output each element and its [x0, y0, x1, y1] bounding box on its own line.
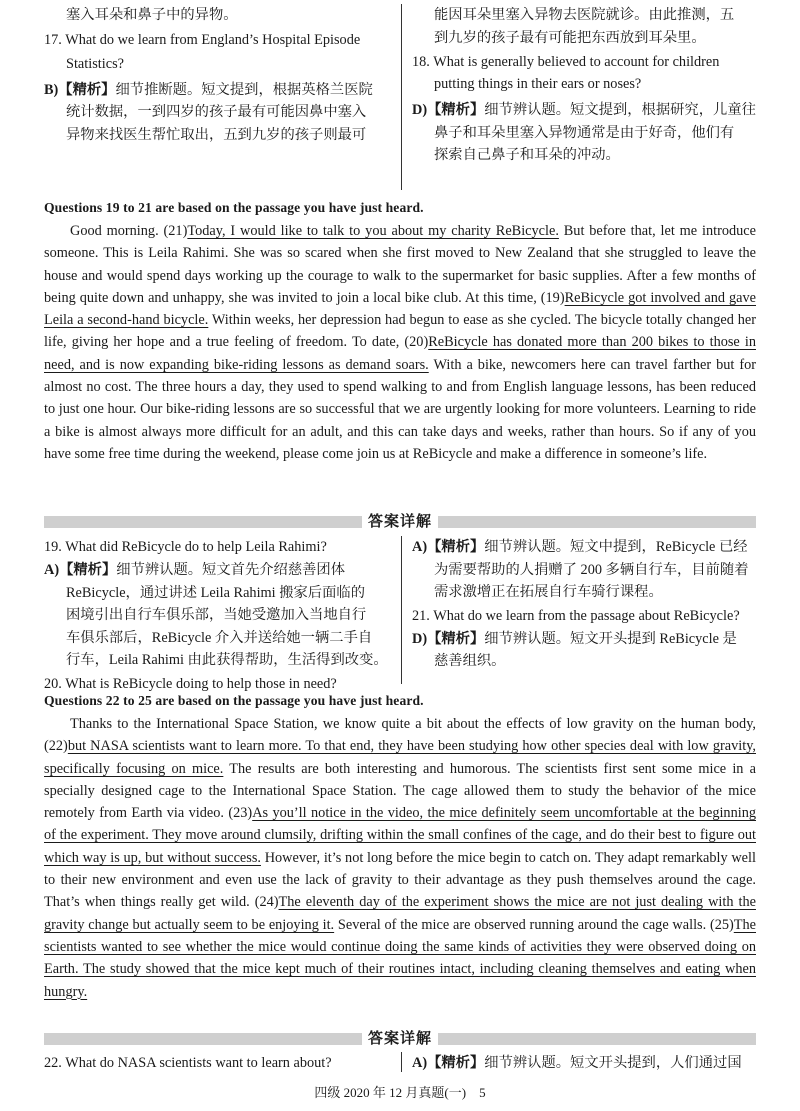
- analysis-text: 细节推断题。短文提到，根据英格兰医院: [115, 81, 373, 98]
- answer-20: [412, 536, 758, 559]
- analysis-line: 为需要帮助的人捐赠了 200 多辆自行车，目前随着: [434, 561, 749, 578]
- answer-18: [412, 99, 758, 122]
- answers2-left-column: [44, 1052, 394, 1074]
- question-19: [44, 536, 394, 558]
- underlined-answer-24: The eleventh day of the experiment shows the mice are not just dealing with the gravity change but actually seem to be enjoying it.: [44, 894, 756, 933]
- answers-left-column: [44, 536, 394, 695]
- question-number: 17.: [44, 31, 62, 48]
- banner-title-text: 答案详解: [362, 1029, 438, 1047]
- column-divider: [401, 4, 402, 190]
- answer-17: [44, 79, 394, 102]
- answer-21: [412, 628, 758, 651]
- passage-text: The results are both interesting and humorous. The scientists first sent some mice in a specially designed cage to the International Space Station. The cage allowed them to study the behavior of the mice remotely from Earth via video. (23): [44, 760, 756, 822]
- question-text: What do we learn from England’s Hospital Episode: [65, 31, 361, 48]
- section-heading: Questions 19 to 21 are based on the passage you have just heard.: [44, 200, 424, 215]
- question-number: 18.: [412, 54, 430, 71]
- question-text: What is ReBicycle doing to help those in need?: [65, 675, 337, 692]
- answers2-right-column: [412, 1052, 758, 1075]
- analysis-tag: 【精析】: [427, 102, 485, 119]
- question-21: [412, 605, 758, 627]
- underlined-answer-20: ReBicycle has donated more than 200 bikes to those in need, and is now expanding bike-riding lessons as demand soars.: [44, 334, 756, 373]
- answer-22: [412, 1052, 758, 1075]
- section-heading: Questions 22 to 25 are based on the passage you have just heard.: [44, 693, 424, 708]
- question-text: What did ReBicycle do to help Leila Rahimi?: [65, 539, 327, 555]
- analysis-line: 需求激增正在拓展自行车骑行课程。: [434, 584, 663, 601]
- answer-banner-title: [0, 1027, 800, 1048]
- analysis-tag: 【精析】: [427, 539, 485, 555]
- question-17-cont: Statistics?: [66, 55, 124, 72]
- answer-banner-title: [0, 510, 800, 531]
- question-text: What do NASA scientists want to learn about?: [65, 1055, 332, 1071]
- question-text: What is generally believed to account for children: [433, 54, 720, 71]
- question-18-cont: putting things in their ears or noses?: [434, 76, 642, 93]
- analysis-line: ReBicycle，通过讲述 Leila Rahimi 搬家后面临的: [66, 584, 365, 601]
- answers-right-column: [412, 536, 758, 673]
- analysis-line: 统计数据，一到四岁的孩子最有可能因鼻中塞入: [66, 104, 367, 121]
- passage-text: Good morning. (21): [70, 223, 188, 239]
- answer-letter: A): [412, 539, 428, 555]
- question-text: What do we learn from the passage about ReBicycle?: [433, 607, 740, 624]
- page-footer: 四级 2020 年 12 月真题(一) 5: [314, 1085, 486, 1100]
- answer-letter: D): [412, 630, 428, 647]
- passage-text: Several of the mice are observed running around the cage walls. (25): [334, 916, 734, 933]
- underlined-answer-25: The scientists wanted to see whether the mice would continue doing the same kinds of activities they were observed doing on Earth. The study showed that the mice kept much of their routines intact, including cleaning themselves and eating when hungry.: [44, 916, 756, 1000]
- top-right-column: [412, 4, 758, 167]
- banner-title-text: 答案详解: [362, 512, 438, 530]
- question-20: [44, 673, 394, 695]
- top-left-column: [44, 4, 394, 146]
- analysis-tag: 【精析】: [58, 81, 116, 98]
- analysis-tag: 【精析】: [59, 562, 117, 578]
- column-divider: [401, 1052, 402, 1072]
- analysis-line: 探索自己鼻子和耳朵的冲动。: [434, 147, 620, 164]
- underlined-answer-23: As you’ll notice in the video, the mice definitely seem uncomfortable at the beginning of the experiment. They move around clumsily, drifting within the small confines of the cage, and do their best to figure out which way is up, but without success.: [44, 805, 756, 866]
- question-17: [44, 29, 394, 51]
- answer-letter: B): [44, 81, 59, 98]
- answer-continuation: 塞入耳朵和鼻子中的异物。: [66, 7, 238, 23]
- underlined-answer-19: ReBicycle got involved and gave Leila a second-hand bicycle.: [44, 289, 756, 329]
- passage-text: However, it’s not long before the mice begin to catch on. They adapt remarkably well to their new environment and even use the lack of gravity to their advantage as they push themselves around the cage. That’s when things really get wild. (24): [44, 849, 756, 911]
- analysis-text: 细节辨认题。短文首先介绍慈善团体: [116, 562, 346, 578]
- analysis-line: 到九岁的孩子最有可能把东西放到耳朵里。: [434, 29, 706, 46]
- analysis-text: 细节辨认题。短文提到，根据研究，儿童往: [484, 102, 756, 119]
- analysis-line: 异物来找医生帮忙取出，五到九岁的孩子则最可: [66, 126, 367, 143]
- underlined-answer-22: but NASA scientists want to learn more. To that end, they have been studying how other species deal with low gravity, specifically focusing on mice.: [44, 738, 756, 777]
- answer-letter: A): [44, 562, 60, 578]
- analysis-line: 慈善组织。: [434, 653, 506, 670]
- analysis-line: 车俱乐部后，ReBicycle 介入并送给她一辆二手自: [66, 629, 373, 646]
- question-18: [412, 51, 758, 73]
- question-number: 21.: [412, 607, 430, 624]
- analysis-text: 细节辨认题。短文开头提到 ReBicycle 是: [484, 630, 737, 647]
- answer-letter: D): [412, 102, 428, 119]
- answer-19: [44, 559, 394, 582]
- question-number: 19.: [44, 539, 62, 555]
- passage-2: [44, 713, 756, 1003]
- analysis-text: 细节辨认题。短文开头提到，人们通过国: [484, 1055, 742, 1071]
- passage-text: But before that, let me introduce someone. This is Leila Rahimi. She was so scared when she first moved to New Zealand that she struggled to leave the house and would spend days working up the courage to walk to the supermarket for basic supplies. After a few months of being quite down and unhappy, she was invited to join a local bike club. At this time, (19): [44, 223, 756, 306]
- analysis-line: 鼻子和耳朵里塞入异物通常是由于好奇，他们有: [434, 124, 735, 141]
- analysis-tag: 【精析】: [427, 630, 485, 647]
- passage-text: With a bike, newcomers here can travel farther but for almost no cost. The three hours a day, they used to spend walking to and from English language lessons, has been reduced to just one hour. Our bike-riding lessons are so successful that we are urgently looking for more volunteers. Learning to ride a bike is almost always more difficult for an adult, and this can take days and weeks, rather than hours. So if any of you have some free time during the weekend, please come join us at ReBicycle and make a difference in someone’s life.: [44, 356, 756, 462]
- analysis-line: 行车，Leila Rahimi 由此获得帮助，生活得到改变。: [66, 652, 388, 669]
- analysis-line: 困境引出自行车俱乐部，当她受邀加入当地自行: [66, 607, 367, 624]
- question-number: 22.: [44, 1055, 62, 1071]
- passage-text: Thanks to the International Space Station, we know quite a bit about the effects of low gravity on the human body, (22): [44, 716, 756, 755]
- passage-1: [44, 220, 756, 465]
- analysis-text: 细节辨认题。短文中提到，ReBicycle 已经: [484, 539, 748, 555]
- column-divider: [401, 536, 402, 684]
- passage-text: Within weeks, her depression had begun to ease as she cycled. The bicycle totally changed her life, giving her hope and a true feeling of freedom. To date, (20): [44, 312, 756, 351]
- analysis-tag: 【精析】: [427, 1055, 485, 1071]
- answer-letter: A): [412, 1055, 428, 1071]
- underlined-answer-21: Today, I would like to talk to you about my charity ReBicycle.: [187, 223, 559, 239]
- analysis-line: 能因耳朵里塞入异物去医院就诊。由此推测，五: [434, 7, 735, 23]
- question-number: 20.: [44, 675, 62, 692]
- question-22: [44, 1052, 394, 1074]
